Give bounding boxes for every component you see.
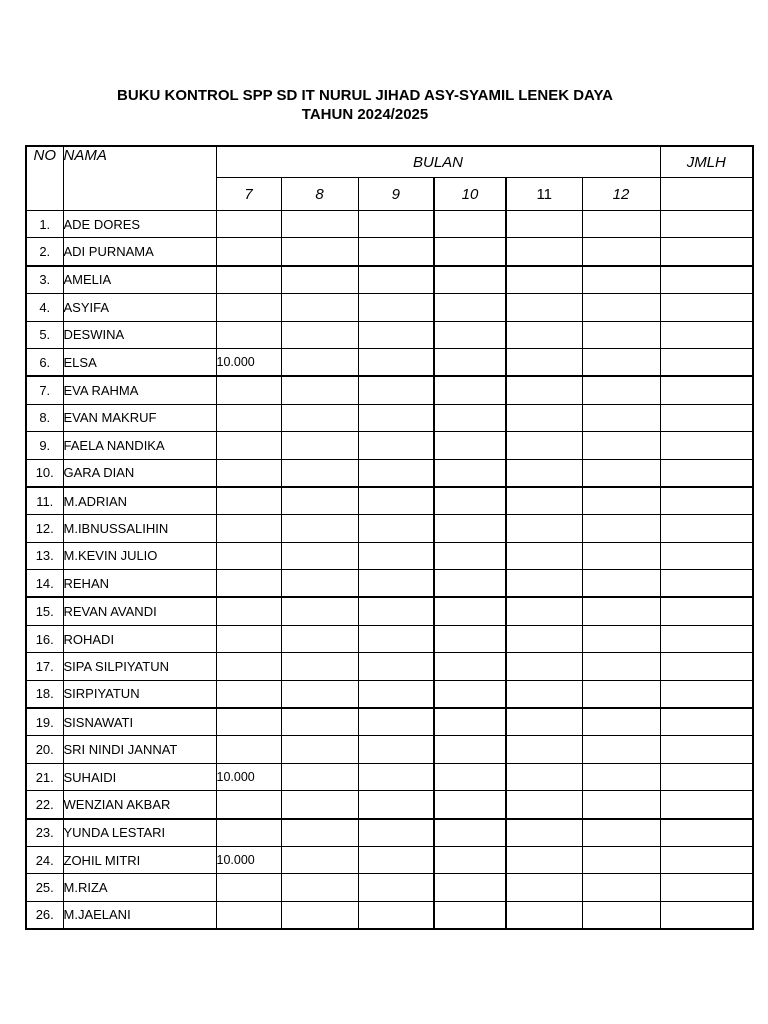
payment-cell xyxy=(506,487,582,515)
payment-cell xyxy=(434,570,506,598)
column-header-total: JMLH xyxy=(660,146,753,178)
student-name: EVAN MAKRUF xyxy=(63,404,216,431)
payment-cell xyxy=(216,238,281,266)
payment-cell xyxy=(434,459,506,487)
column-header-month: 10 xyxy=(434,178,506,211)
payment-cell xyxy=(506,819,582,847)
payment-cell xyxy=(434,294,506,321)
student-name: SIPA SILPIYATUN xyxy=(63,653,216,680)
payment-cell xyxy=(358,432,434,459)
table-row xyxy=(26,515,753,542)
column-header-total-blank xyxy=(660,178,753,211)
table-row xyxy=(26,763,753,790)
payment-cell xyxy=(216,791,281,819)
payment-cell xyxy=(434,653,506,680)
table-row xyxy=(26,791,753,819)
payment-cell xyxy=(506,570,582,598)
row-number: 8. xyxy=(26,404,63,431)
payment-cell xyxy=(434,348,506,376)
student-name: YUNDA LESTARI xyxy=(63,819,216,847)
payment-cell xyxy=(434,819,506,847)
student-name: M.ADRIAN xyxy=(63,487,216,515)
payment-cell xyxy=(582,901,660,929)
payment-cell xyxy=(582,266,660,294)
payment-cell xyxy=(216,404,281,431)
payment-cell xyxy=(506,542,582,569)
student-name: ASYIFA xyxy=(63,294,216,321)
total-cell xyxy=(660,266,753,294)
student-name: EVA RAHMA xyxy=(63,376,216,404)
student-name: WENZIAN AKBAR xyxy=(63,791,216,819)
payment-cell xyxy=(216,736,281,763)
payment-cell xyxy=(582,432,660,459)
payment-cell xyxy=(582,321,660,348)
row-number: 14. xyxy=(26,570,63,598)
payment-cell xyxy=(582,487,660,515)
payment-cell xyxy=(506,597,582,625)
row-number: 12. xyxy=(26,515,63,542)
table-row xyxy=(26,736,753,763)
payment-cell xyxy=(216,570,281,598)
payment-cell xyxy=(358,238,434,266)
student-name: ROHADI xyxy=(63,625,216,652)
payment-cell xyxy=(506,266,582,294)
payment-cell xyxy=(506,763,582,790)
payment-cell xyxy=(434,238,506,266)
payment-cell xyxy=(582,874,660,901)
table-row xyxy=(26,874,753,901)
total-cell xyxy=(660,515,753,542)
student-name: SRI NINDI JANNAT xyxy=(63,736,216,763)
payment-cell xyxy=(358,763,434,790)
total-cell xyxy=(660,487,753,515)
column-header-month: 12 xyxy=(582,178,660,211)
payment-cell xyxy=(434,266,506,294)
table-row xyxy=(26,625,753,652)
payment-cell xyxy=(216,376,281,404)
column-header-month: 11 xyxy=(506,178,582,211)
payment-cell xyxy=(434,625,506,652)
payment-cell xyxy=(506,459,582,487)
payment-cell xyxy=(216,874,281,901)
total-cell xyxy=(660,846,753,873)
row-number: 22. xyxy=(26,791,63,819)
payment-cell xyxy=(358,791,434,819)
student-name: ELSA xyxy=(63,348,216,376)
payment-cell xyxy=(216,542,281,569)
total-cell xyxy=(660,348,753,376)
payment-cell xyxy=(582,348,660,376)
payment-cell xyxy=(358,348,434,376)
student-name: GARA DIAN xyxy=(63,459,216,487)
payment-cell xyxy=(358,542,434,569)
payment-cell xyxy=(216,321,281,348)
row-number: 15. xyxy=(26,597,63,625)
column-header-name: NAMA xyxy=(63,146,216,211)
payment-cell xyxy=(582,570,660,598)
payment-cell xyxy=(506,515,582,542)
student-name: REHAN xyxy=(63,570,216,598)
row-number: 16. xyxy=(26,625,63,652)
table-row xyxy=(26,653,753,680)
payment-cell xyxy=(358,680,434,708)
table-row xyxy=(26,819,753,847)
row-number: 4. xyxy=(26,294,63,321)
total-cell xyxy=(660,432,753,459)
payment-cell xyxy=(506,901,582,929)
table-row xyxy=(26,680,753,708)
payment-cell xyxy=(216,211,281,238)
row-number: 13. xyxy=(26,542,63,569)
payment-cell xyxy=(358,708,434,736)
payment-cell xyxy=(434,487,506,515)
payment-cell xyxy=(216,819,281,847)
column-header-month: 8 xyxy=(281,178,358,211)
student-name: ADI PURNAMA xyxy=(63,238,216,266)
table-row xyxy=(26,487,753,515)
payment-cell xyxy=(506,238,582,266)
payment-cell xyxy=(506,653,582,680)
payment-cell xyxy=(582,294,660,321)
payment-cell xyxy=(281,266,358,294)
table-row xyxy=(26,376,753,404)
row-number: 2. xyxy=(26,238,63,266)
payment-cell xyxy=(434,542,506,569)
total-cell xyxy=(660,211,753,238)
column-header-month: 7 xyxy=(216,178,281,211)
payment-cell xyxy=(281,432,358,459)
payment-cell xyxy=(281,763,358,790)
payment-cell xyxy=(281,708,358,736)
total-cell xyxy=(660,321,753,348)
payment-cell xyxy=(281,459,358,487)
payment-cell xyxy=(358,321,434,348)
payment-cell xyxy=(281,736,358,763)
row-number: 5. xyxy=(26,321,63,348)
row-number: 19. xyxy=(26,708,63,736)
payment-cell xyxy=(506,625,582,652)
payment-cell xyxy=(358,597,434,625)
student-name: SIRPIYATUN xyxy=(63,680,216,708)
payment-cell xyxy=(281,515,358,542)
payment-cell xyxy=(434,404,506,431)
payment-cell xyxy=(281,625,358,652)
payment-cell xyxy=(216,459,281,487)
payment-cell xyxy=(216,901,281,929)
payment-cell xyxy=(434,321,506,348)
row-number: 20. xyxy=(26,736,63,763)
row-number: 25. xyxy=(26,874,63,901)
payment-cell xyxy=(281,211,358,238)
payment-cell xyxy=(506,404,582,431)
payment-cell xyxy=(582,376,660,404)
payment-cell xyxy=(434,211,506,238)
payment-cell xyxy=(358,376,434,404)
student-name: SISNAWATI xyxy=(63,708,216,736)
payment-cell xyxy=(506,874,582,901)
student-name: M.RIZA xyxy=(63,874,216,901)
payment-cell xyxy=(506,211,582,238)
payment-cell xyxy=(216,266,281,294)
payment-cell xyxy=(281,294,358,321)
row-number: 7. xyxy=(26,376,63,404)
payment-cell: 10.000 xyxy=(216,846,281,873)
payment-cell xyxy=(281,348,358,376)
payment-cell xyxy=(358,901,434,929)
payment-cell xyxy=(216,653,281,680)
payment-cell xyxy=(281,404,358,431)
payment-cell xyxy=(582,846,660,873)
row-number: 11. xyxy=(26,487,63,515)
payment-cell xyxy=(582,515,660,542)
row-number: 10. xyxy=(26,459,63,487)
total-cell xyxy=(660,901,753,929)
total-cell xyxy=(660,570,753,598)
total-cell xyxy=(660,874,753,901)
payment-cell xyxy=(434,791,506,819)
payment-cell xyxy=(434,763,506,790)
total-cell xyxy=(660,736,753,763)
payment-cell xyxy=(358,404,434,431)
payment-cell xyxy=(281,321,358,348)
table-row xyxy=(26,597,753,625)
student-name: DESWINA xyxy=(63,321,216,348)
payment-cell xyxy=(358,211,434,238)
student-name: FAELA NANDIKA xyxy=(63,432,216,459)
payment-cell xyxy=(506,294,582,321)
total-cell xyxy=(660,542,753,569)
payment-cell xyxy=(281,874,358,901)
payment-cell xyxy=(434,901,506,929)
payment-cell xyxy=(216,708,281,736)
total-cell xyxy=(660,680,753,708)
student-name: M.JAELANI xyxy=(63,901,216,929)
table-row xyxy=(26,238,753,266)
payment-cell xyxy=(358,294,434,321)
payment-cell xyxy=(434,515,506,542)
payment-cell xyxy=(582,791,660,819)
payment-cell xyxy=(281,819,358,847)
payment-cell xyxy=(358,736,434,763)
table-body xyxy=(26,211,753,930)
payment-cell xyxy=(358,819,434,847)
payment-cell xyxy=(506,791,582,819)
table-row xyxy=(26,708,753,736)
payment-cell xyxy=(358,266,434,294)
payment-cell: 10.000 xyxy=(216,348,281,376)
payment-cell xyxy=(506,348,582,376)
row-number: 1. xyxy=(26,211,63,238)
payment-cell xyxy=(281,846,358,873)
table-row xyxy=(26,432,753,459)
payment-cell xyxy=(434,432,506,459)
payment-cell xyxy=(358,487,434,515)
payment-cell xyxy=(281,901,358,929)
student-name: REVAN AVANDI xyxy=(63,597,216,625)
payment-cell xyxy=(434,708,506,736)
payment-cell xyxy=(582,404,660,431)
payment-cell xyxy=(582,736,660,763)
payment-cell xyxy=(358,846,434,873)
header-row-top xyxy=(26,146,753,178)
total-cell xyxy=(660,763,753,790)
payment-cell xyxy=(358,653,434,680)
total-cell xyxy=(660,294,753,321)
payment-cell xyxy=(582,625,660,652)
payment-cell xyxy=(281,597,358,625)
table-row xyxy=(26,570,753,598)
payment-cell xyxy=(216,625,281,652)
payment-cell xyxy=(216,597,281,625)
student-name: ADE DORES xyxy=(63,211,216,238)
total-cell xyxy=(660,791,753,819)
column-header-no: NO xyxy=(26,146,63,211)
payment-cell xyxy=(281,680,358,708)
payment-cell xyxy=(358,874,434,901)
payment-cell xyxy=(281,570,358,598)
payment-cell xyxy=(216,294,281,321)
payment-cell xyxy=(216,432,281,459)
payment-cell xyxy=(216,515,281,542)
payment-cell xyxy=(506,321,582,348)
table-row xyxy=(26,211,753,238)
student-name: SUHAIDI xyxy=(63,763,216,790)
table-row xyxy=(26,404,753,431)
total-cell xyxy=(660,625,753,652)
payment-cell xyxy=(434,846,506,873)
document-title: BUKU KONTROL SPP SD IT NURUL JIHAD ASY-SYAMIL LENEK DAYA xyxy=(117,87,613,104)
row-number: 24. xyxy=(26,846,63,873)
payment-cell xyxy=(358,570,434,598)
row-number: 6. xyxy=(26,348,63,376)
total-cell xyxy=(660,404,753,431)
payment-cell xyxy=(506,708,582,736)
payment-cell xyxy=(358,625,434,652)
payment-cell xyxy=(434,736,506,763)
total-cell xyxy=(660,597,753,625)
total-cell xyxy=(660,459,753,487)
document-subtitle: TAHUN 2024/2025 xyxy=(301,106,429,123)
payment-cell xyxy=(582,597,660,625)
payment-cell xyxy=(506,376,582,404)
table-row xyxy=(26,542,753,569)
payment-cell xyxy=(434,680,506,708)
payment-cell xyxy=(358,515,434,542)
table-row xyxy=(26,294,753,321)
table-row xyxy=(26,266,753,294)
row-number: 21. xyxy=(26,763,63,790)
payment-cell xyxy=(434,874,506,901)
payment-cell xyxy=(506,736,582,763)
payment-cell xyxy=(582,238,660,266)
payment-cell xyxy=(582,708,660,736)
payment-cell xyxy=(358,459,434,487)
payment-cell: 10.000 xyxy=(216,763,281,790)
payment-cell xyxy=(434,597,506,625)
student-name: AMELIA xyxy=(63,266,216,294)
row-number: 9. xyxy=(26,432,63,459)
row-number: 3. xyxy=(26,266,63,294)
row-number: 23. xyxy=(26,819,63,847)
total-cell xyxy=(660,238,753,266)
row-number: 26. xyxy=(26,901,63,929)
payment-cell xyxy=(506,846,582,873)
payment-cell xyxy=(582,653,660,680)
payment-cell xyxy=(506,680,582,708)
student-name: M.KEVIN JULIO xyxy=(63,542,216,569)
payment-cell xyxy=(216,680,281,708)
column-header-month: 9 xyxy=(358,178,434,211)
payment-cell xyxy=(281,376,358,404)
payment-cell xyxy=(506,432,582,459)
spp-control-table xyxy=(25,145,754,930)
table-row xyxy=(26,348,753,376)
table-row xyxy=(26,901,753,929)
total-cell xyxy=(660,653,753,680)
payment-cell xyxy=(281,487,358,515)
total-cell xyxy=(660,708,753,736)
payment-cell xyxy=(216,487,281,515)
payment-cell xyxy=(582,459,660,487)
payment-cell xyxy=(281,238,358,266)
total-cell xyxy=(660,376,753,404)
payment-cell xyxy=(582,763,660,790)
table-row xyxy=(26,459,753,487)
payment-cell xyxy=(582,819,660,847)
payment-cell xyxy=(281,653,358,680)
payment-cell xyxy=(434,376,506,404)
student-name: M.IBNUSSALIHIN xyxy=(63,515,216,542)
payment-cell xyxy=(582,542,660,569)
table-row xyxy=(26,321,753,348)
total-cell xyxy=(660,819,753,847)
row-number: 17. xyxy=(26,653,63,680)
payment-cell xyxy=(582,680,660,708)
row-number: 18. xyxy=(26,680,63,708)
payment-cell xyxy=(582,211,660,238)
table-header xyxy=(26,146,753,211)
payment-cell xyxy=(281,791,358,819)
column-header-months-group: BULAN xyxy=(216,146,660,178)
student-name: ZOHIL MITRI xyxy=(63,846,216,873)
table-row xyxy=(26,846,753,873)
payment-cell xyxy=(281,542,358,569)
